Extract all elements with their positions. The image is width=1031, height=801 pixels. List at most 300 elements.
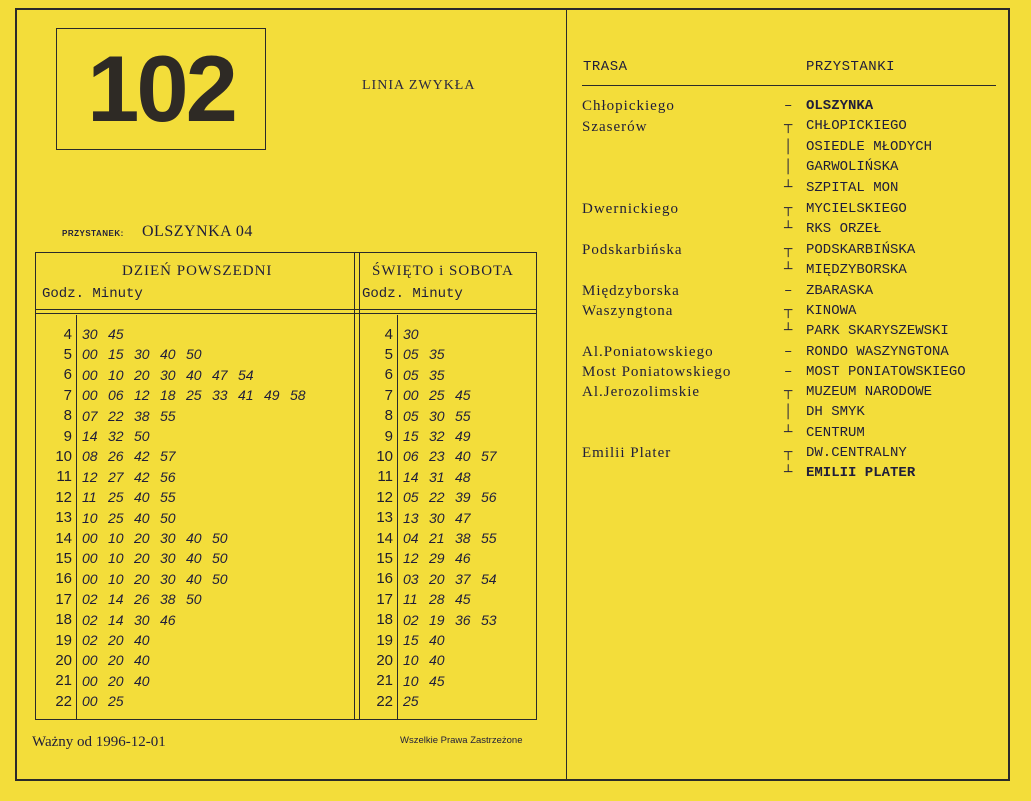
route-connector-icon: –: [784, 98, 793, 114]
minute-value: 15: [403, 632, 419, 648]
route-stop: RONDO WASZYNGTONA: [806, 344, 949, 360]
hour-row: [40, 385, 316, 405]
minute-value: 10: [108, 570, 124, 587]
hour-row: [361, 344, 455, 364]
hour-value: 6: [384, 366, 393, 384]
hour-row: [361, 610, 507, 630]
route-street: Międzyborska: [582, 283, 680, 299]
minute-value: 55: [160, 489, 176, 506]
route-stop: ZBARASKA: [806, 283, 874, 299]
minute-value: 00: [82, 550, 98, 567]
minute-value: 11: [403, 591, 418, 608]
minute-value: 37: [455, 570, 471, 587]
hour-row: [361, 467, 481, 487]
minute-value: 30: [160, 550, 176, 567]
minute-value: 04: [403, 530, 419, 546]
minute-value: 10: [403, 672, 419, 689]
minute-value: 25: [429, 387, 445, 404]
minute-value: 14: [403, 468, 419, 485]
minute-value: 55: [160, 407, 176, 424]
minute-value: 05: [403, 407, 419, 424]
route-connector-icon: ┴: [784, 221, 793, 237]
minute-value: 35: [429, 346, 445, 363]
minute-value: 20: [108, 672, 124, 689]
hour-row: [40, 569, 238, 589]
hour-value: 22: [55, 692, 72, 710]
minute-value: 40: [134, 489, 150, 506]
minutes-list: [76, 367, 264, 383]
hour-row: [361, 569, 507, 589]
minute-value: 33: [212, 387, 228, 404]
hour-row: [40, 406, 186, 426]
minute-value: 40: [186, 570, 202, 587]
minutes-list: [397, 448, 507, 464]
hour-value: 5: [63, 345, 72, 363]
minute-value: 46: [455, 550, 471, 567]
minute-value: 20: [134, 570, 150, 587]
hour-row: [40, 589, 212, 609]
hour-row: [361, 671, 455, 691]
hour-row: [361, 385, 481, 405]
minute-value: 00: [82, 366, 98, 383]
minutes-list: [76, 428, 160, 444]
hour-row: [40, 630, 160, 650]
minutes-list: [397, 673, 455, 689]
column-divider: [359, 253, 360, 719]
minute-value: 45: [455, 591, 471, 608]
minute-value: 32: [429, 428, 445, 444]
minute-value: 25: [108, 489, 124, 506]
hour-value: 18: [376, 611, 393, 629]
minute-value: 12: [134, 387, 150, 404]
route-header: TRASA: [583, 59, 628, 75]
hour-value: 20: [376, 651, 393, 669]
minute-value: 49: [264, 387, 280, 404]
minute-value: 50: [186, 591, 202, 608]
minutes-list: [76, 591, 212, 607]
hour-value: 14: [376, 529, 393, 547]
hour-row: [40, 467, 186, 487]
minute-value: 57: [481, 448, 497, 465]
minutes-list: [76, 550, 238, 566]
minute-value: 47: [212, 366, 228, 383]
minute-value: 29: [429, 550, 445, 567]
minutes-list: [397, 428, 481, 444]
minutes-list: [76, 346, 212, 362]
route-street: Podskarbińska: [582, 242, 683, 258]
weekday-title: DZIEŃ POWSZEDNI: [122, 263, 273, 279]
minute-value: 39: [455, 489, 471, 506]
minute-value: 21: [429, 530, 445, 546]
hour-row: [361, 406, 481, 426]
minutes-list: [397, 652, 455, 668]
hour-value: 17: [55, 590, 72, 608]
minute-value: 00: [82, 693, 98, 710]
hour-row: [361, 324, 429, 344]
minute-value: 55: [481, 530, 497, 546]
minute-value: 14: [108, 611, 124, 628]
minute-value: 38: [160, 591, 176, 608]
header-divider: [36, 309, 536, 310]
hour-value: 15: [376, 549, 393, 567]
minute-value: 02: [82, 591, 98, 608]
minute-value: 46: [160, 611, 176, 628]
minute-value: 06: [108, 387, 124, 404]
minute-value: 10: [82, 509, 98, 526]
hour-value: 4: [63, 325, 72, 343]
minute-value: 03: [403, 570, 419, 587]
route-connector-icon: ┬: [784, 242, 793, 258]
route-street: Chłopickiego: [582, 98, 675, 114]
minute-value: 02: [82, 632, 98, 648]
minute-value: 19: [429, 611, 445, 628]
minute-value: 58: [290, 387, 306, 404]
route-stop: DH SMYK: [806, 404, 865, 420]
hour-value: 12: [55, 488, 72, 506]
hour-value: 20: [55, 651, 72, 669]
hour-row: [361, 589, 481, 609]
hour-value: 13: [376, 509, 393, 527]
hour-value: 7: [384, 386, 393, 404]
minute-value: 05: [403, 489, 419, 506]
minute-value: 36: [455, 611, 471, 628]
hour-row: [40, 650, 160, 670]
route-stop: DW.CENTRALNY: [806, 445, 907, 461]
hour-value: 19: [376, 631, 393, 649]
minute-value: 54: [481, 570, 497, 587]
hour-row: [361, 528, 507, 548]
valid-from: Ważny od 1996-12-01: [32, 734, 166, 750]
column-divider: [354, 253, 355, 719]
minute-value: 20: [108, 652, 124, 669]
hour-row: [40, 691, 134, 711]
route-connector-icon: ┬: [784, 303, 793, 319]
minute-value: 00: [82, 652, 98, 669]
line-number: 102: [56, 28, 266, 150]
minute-value: 22: [429, 489, 445, 506]
minute-value: 27: [108, 468, 124, 485]
minutes-list: [76, 612, 186, 628]
holiday-title: ŚWIĘTO i SOBOTA: [372, 263, 514, 279]
minute-value: 00: [82, 530, 98, 546]
minutes-list: [76, 652, 160, 668]
minute-value: 20: [134, 530, 150, 546]
route-stop: OSIEDLE MŁODYCH: [806, 139, 933, 155]
minute-value: 22: [108, 407, 124, 424]
route-street: Waszyngtona: [582, 303, 674, 319]
minute-value: 30: [429, 407, 445, 424]
minute-value: 02: [403, 611, 419, 628]
minute-value: 40: [134, 672, 150, 689]
minutes-list: [397, 550, 481, 566]
minute-value: 30: [82, 326, 98, 342]
holiday-subheader: Godz. Minuty: [362, 286, 463, 302]
route-stop: SZPITAL MON: [806, 180, 899, 196]
hour-value: 14: [55, 529, 72, 547]
minute-value: 40: [186, 550, 202, 567]
hour-value: 21: [55, 672, 72, 690]
minute-value: 10: [108, 530, 124, 546]
minute-value: 54: [238, 366, 254, 383]
route-stop: MIĘDZYBORSKA: [806, 262, 907, 278]
departure-table: [35, 252, 537, 720]
minute-value: 25: [186, 387, 202, 404]
minute-value: 41: [238, 387, 254, 404]
hour-row: [361, 426, 481, 446]
minute-value: 25: [108, 693, 124, 710]
hour-value: 13: [55, 509, 72, 527]
minute-value: 10: [403, 652, 419, 669]
hour-row: [40, 548, 238, 568]
hour-value: 21: [376, 672, 393, 690]
minute-value: 48: [455, 468, 471, 485]
route-stop: PARK SKARYSZEWSKI: [806, 323, 949, 339]
minutes-list: [397, 632, 455, 648]
hour-row: [40, 671, 160, 691]
hour-row: [361, 508, 481, 528]
route-stop: KINOWA: [806, 303, 857, 319]
route-stop: RKS ORZEŁ: [806, 221, 882, 237]
route-connector-icon: –: [784, 364, 793, 380]
minutes-list: [397, 469, 481, 485]
hour-row: [40, 508, 186, 528]
minute-value: 02: [82, 611, 98, 628]
minute-value: 50: [160, 509, 176, 526]
panel-divider: [566, 8, 567, 781]
minute-value: 45: [455, 387, 471, 404]
route-header-rule: [582, 85, 996, 86]
minutes-list: [397, 387, 481, 403]
weekday-subheader: Godz. Minuty: [42, 286, 143, 302]
minutes-list: [397, 367, 455, 383]
hour-row: [40, 528, 238, 548]
minute-value: 40: [455, 448, 471, 465]
minute-value: 30: [160, 530, 176, 546]
minutes-list: [76, 510, 186, 526]
minute-value: 25: [108, 509, 124, 526]
minutes-list: [397, 591, 481, 607]
route-connector-icon: │: [784, 159, 793, 175]
minute-value: 30: [160, 570, 176, 587]
hour-row: [361, 548, 481, 568]
minute-value: 40: [186, 366, 202, 383]
route-stop: CHŁOPICKIEGO: [806, 118, 907, 134]
minutes-list: [76, 693, 134, 709]
hour-value: 8: [63, 407, 72, 425]
minute-value: 20: [134, 366, 150, 383]
hour-row: [40, 324, 134, 344]
minutes-list: [76, 387, 316, 403]
minutes-list: [76, 469, 186, 485]
hour-row: [361, 650, 455, 670]
stop-name: OLSZYNKA 04: [142, 223, 253, 240]
route-street: Emilii Plater: [582, 445, 672, 461]
minute-value: 05: [403, 346, 419, 363]
route-connector-icon: ┴: [784, 425, 793, 441]
hour-value: 12: [376, 488, 393, 506]
hour-row: [361, 630, 455, 650]
minute-value: 50: [212, 570, 228, 587]
minute-value: 12: [403, 550, 419, 567]
minute-value: 56: [160, 468, 176, 485]
minute-value: 40: [429, 632, 445, 648]
minutes-list: [397, 408, 481, 424]
route-stop: CENTRUM: [806, 425, 865, 441]
hour-row: [40, 344, 212, 364]
route-connector-icon: ┴: [784, 323, 793, 339]
route-connector-icon: ┬: [784, 445, 793, 461]
minute-value: 30: [134, 346, 150, 363]
minute-value: 00: [82, 570, 98, 587]
minutes-list: [76, 448, 186, 464]
route-connector-icon: ┴: [784, 262, 793, 278]
minute-value: 13: [403, 509, 419, 526]
hour-value: 19: [55, 631, 72, 649]
hour-row: [40, 426, 160, 446]
hour-value: 11: [56, 468, 72, 486]
hour-value: 18: [55, 611, 72, 629]
minute-value: 00: [82, 672, 98, 689]
minute-value: 20: [429, 570, 445, 587]
minute-value: 06: [403, 448, 419, 465]
hour-value: 9: [63, 427, 72, 445]
hour-value: 7: [63, 386, 72, 404]
route-street: Dwernickiego: [582, 201, 679, 217]
minute-value: 20: [134, 550, 150, 567]
hour-row: [361, 487, 507, 507]
minute-value: 50: [212, 550, 228, 567]
route-street: Al.Jerozolimskie: [582, 384, 701, 400]
minute-value: 40: [134, 632, 150, 648]
minute-value: 26: [108, 448, 124, 465]
minutes-list: [397, 489, 507, 505]
minute-value: 30: [134, 611, 150, 628]
route-stop: MYCIELSKIEGO: [806, 201, 907, 217]
hour-value: 11: [377, 468, 393, 486]
route-stop: OLSZYNKA: [806, 98, 874, 114]
hour-value: 6: [63, 366, 72, 384]
minutes-list: [76, 673, 160, 689]
minute-value: 50: [212, 530, 228, 546]
minute-value: 50: [186, 346, 202, 363]
minute-value: 20: [108, 632, 124, 648]
minute-value: 40: [134, 652, 150, 669]
minute-value: 07: [82, 407, 98, 424]
minute-value: 28: [429, 591, 445, 608]
minute-value: 40: [429, 652, 445, 669]
minute-value: 23: [429, 448, 445, 465]
minute-value: 40: [134, 509, 150, 526]
minute-value: 30: [403, 326, 419, 342]
route-connector-icon: │: [784, 404, 793, 420]
minute-value: 08: [82, 448, 98, 465]
minutes-list: [76, 408, 186, 424]
route-stop: PODSKARBIŃSKA: [806, 242, 916, 258]
minute-value: 00: [403, 387, 419, 404]
minute-value: 26: [134, 591, 150, 608]
route-street: Szaserów: [582, 119, 648, 135]
hour-row: [40, 610, 186, 630]
minute-value: 50: [134, 428, 150, 444]
minute-value: 30: [429, 509, 445, 526]
hour-value: 9: [384, 427, 393, 445]
minute-value: 05: [403, 366, 419, 383]
minute-value: 10: [108, 550, 124, 567]
hour-row: [361, 446, 507, 466]
route-connector-icon: ┴: [784, 180, 793, 196]
minute-value: 15: [108, 346, 124, 363]
hour-value: 16: [55, 570, 72, 588]
minute-value: 25: [403, 693, 419, 710]
hour-value: 8: [384, 407, 393, 425]
route-connector-icon: ┬: [784, 118, 793, 134]
minute-value: 12: [82, 468, 98, 485]
hour-value: 10: [376, 447, 393, 465]
minute-value: 00: [82, 346, 98, 363]
minute-value: 57: [160, 448, 176, 465]
minutes-list: [397, 571, 507, 587]
minute-value: 45: [429, 672, 445, 689]
minutes-list: [76, 571, 238, 587]
stop-label: PRZYSTANEK:: [62, 229, 124, 238]
minutes-list: [76, 489, 186, 505]
minute-value: 56: [481, 489, 497, 506]
route-connector-icon: ┬: [784, 384, 793, 400]
minutes-list: [397, 510, 481, 526]
route-stop: EMILII PLATER: [806, 465, 916, 481]
route-stop: MOST PONIATOWSKIEGO: [806, 364, 966, 380]
minutes-list: [76, 326, 134, 342]
hour-value: 16: [376, 570, 393, 588]
hour-value: 10: [55, 447, 72, 465]
hour-value: 5: [384, 345, 393, 363]
minutes-list: [76, 530, 238, 546]
copyright: Wszelkie Prawa Zastrzeżone: [400, 735, 523, 746]
minute-value: 10: [108, 366, 124, 383]
minute-value: 53: [481, 611, 497, 628]
hour-value: 22: [376, 692, 393, 710]
minute-value: 38: [134, 407, 150, 424]
route-stop: GARWOLIŃSKA: [806, 159, 899, 175]
route-connector-icon: ┴: [784, 465, 793, 481]
route-connector-icon: ┬: [784, 201, 793, 217]
hour-value: 15: [55, 549, 72, 567]
minute-value: 00: [82, 387, 98, 404]
minute-value: 11: [82, 489, 97, 506]
minute-value: 14: [82, 428, 98, 444]
hour-value: 17: [376, 590, 393, 608]
minute-value: 42: [134, 468, 150, 485]
minutes-list: [397, 612, 507, 628]
route-connector-icon: –: [784, 344, 793, 360]
hour-row: [40, 365, 264, 385]
minute-value: 15: [403, 428, 419, 444]
minutes-list: [76, 632, 160, 648]
minute-value: 31: [429, 468, 445, 485]
header-divider: [36, 313, 536, 314]
minutes-list: [397, 346, 455, 362]
minute-value: 32: [108, 428, 124, 444]
minute-value: 49: [455, 428, 471, 444]
minute-value: 47: [455, 509, 471, 526]
hour-value: 4: [384, 325, 393, 343]
route-street: Al.Poniatowskiego: [582, 344, 714, 360]
minute-value: 40: [186, 530, 202, 546]
hour-row: [40, 487, 186, 507]
hour-row: [361, 365, 455, 385]
minutes-list: [397, 326, 429, 342]
minutes-list: [397, 530, 507, 546]
